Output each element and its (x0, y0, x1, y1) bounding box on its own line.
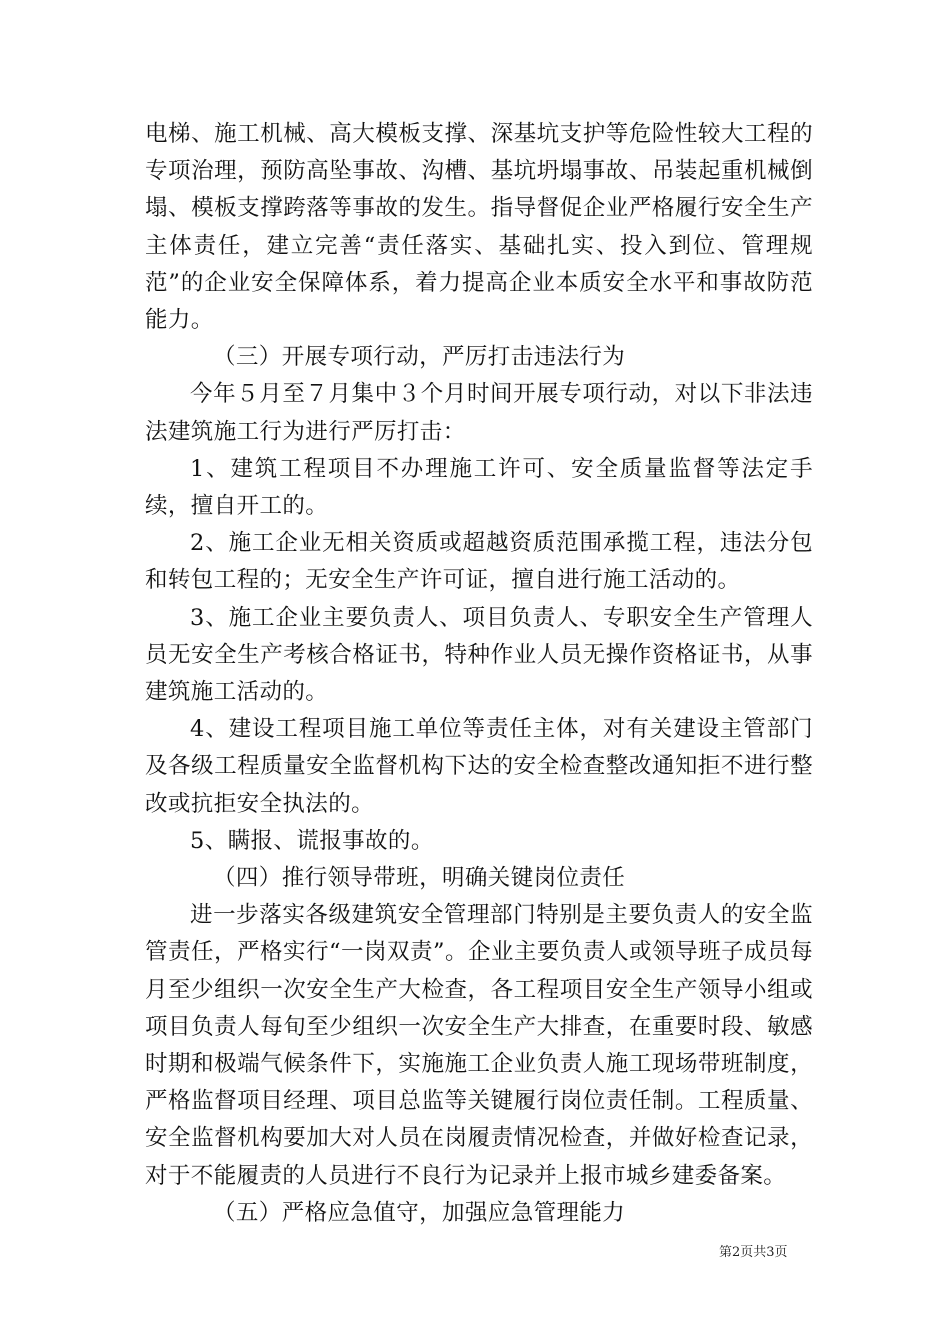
list-item-1: 1、建筑工程项目不办理施工许可、安全质量监督等法定手续，擅自开工的。 (145, 455, 813, 520)
list-item-4: 4、建设工程项目施工单位等责任主体，对有关建设主管部门及各级工程质量安全监督机构下达的安全检查整改通知拒不进行整改或抗拒安全执法的。 (145, 716, 813, 817)
list-item-5: 5、瞒报、谎报事故的。 (190, 827, 434, 854)
list-item-3: 3、施工企业主要负责人、项目负责人、专职安全生产管理人员无安全生产考核合格证书，特种作业人员无操作资格证书，从事建筑施工活动的。 (145, 604, 813, 706)
section-heading-4: （四）推行领导带班，明确关键岗位责任 (213, 865, 626, 892)
paragraph-continuation: 电梯、施工机械、高大模板支撑、深基坑支护等危险性较大工程的专项治理，预防高坠事故、沟槽、基坑坍塌事故、吊装起重机械倒塌、模板支撑跨落等事故的发生。指导督促企业严格履行安全生产主体责任，建立完善“责任落实、基础扎实、投入到位、管理规范”的企业安全保障体系，着力提高企业本质安全水平和事故防范能力。 (145, 121, 813, 334)
section-heading-5: （五）严格应急值守，加强应急管理能力 (213, 1199, 626, 1226)
list-item-2: 2、施工企业无相关资质或超越资质范围承揽工程，违法分包和转包工程的；无安全生产许可证，擅自进行施工活动的。 (145, 530, 813, 594)
document-body (145, 116, 813, 1232)
page-number: 第2页共3页 (719, 1245, 788, 1260)
section-heading-3: （三）开展专项行动，严厉打击违法行为 (213, 344, 626, 371)
paragraph: 进一步落实各级建筑安全管理部门特别是主要负责人的安全监管责任，严格实行“一岗双责”。企业主要负责人或领导班子成员每月至少组织一次安全生产大检查，各工程项目安全生产领导小组或项目负责人每旬至少组织一次安全生产大排查，在重要时段、敏感时期和极端气候条件下，实施施工企业负责人施工现场带班制度，严格监督项目经理、项目总监等关键履行岗位责任制。工程质量、安全监督机构要加大对人员在岗履责情况检查，并做好检查记录，对于不能履责的人员进行不良行为记录并上报市城乡建委备案。 (145, 902, 813, 1189)
paragraph: 今年５月至７月集中３个月时间开展专项行动，对以下非法违法建筑施工行为进行严厉打击： (145, 381, 813, 445)
